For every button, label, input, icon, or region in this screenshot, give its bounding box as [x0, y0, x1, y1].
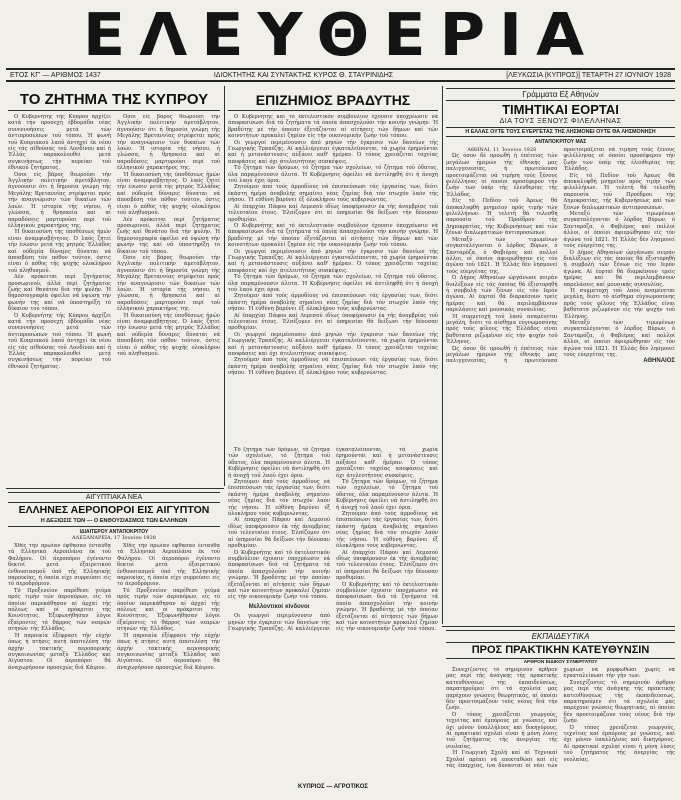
paragraph: Αί έπαρχίαι Πάφου καί Λεμεσού ιδίως ύποφέρουσιν έκ τής άνομβρίας τοϋ τελευταίου έτους. Έλπίζομεν ότι αί ύπηρεσίαι θά δείξωσι τήν δέουσαν προθυμίαν.	[228, 517, 330, 550]
column-rule	[224, 86, 225, 486]
paragraph: Ή δικαιοσύνη τής ύποθέσεως ήμών είναι άναμφισβήτητος. Ό λαός ζητεί τήν ένωσιν μετά τής μητρός Έλλάδος καί ούδεμία δύναμις δύναται νά άποσβέση τόν πόθον τοϋτον, όστις είναι ό πόθος τής ψυχής ολοκλήρου τοϋ πληθυσμοϋ.	[117, 171, 220, 217]
date-place: [ΛΕΥΚΩΣΙΑ (ΚΥΠΡΟΣ)] ΤΕΤΑΡΤΗ 27 ΙΟΥΝΙΟΥ 1928	[506, 71, 671, 79]
section-kicker: Γράμματα Εξ Αθηνών	[446, 88, 675, 101]
paragraph: Ό Κυβερνήτης καί τό έκτελεστικόν συμβούλιον έχουσιν ύποχρέωσιν νά άποφασίσωσι διά τά ζητήματα τά όποία άπασχολοϋσι τήν κοινήν γνώμην. Ή βραδύτης μέ τήν όποίαν έξετάζονται αί αίτήσεις τών δήμων καί τών κοινοτήτων προκαλεί ζημίαν είς τήν οικονομικήν ζωήν τοϋ τόπου.	[228, 222, 438, 249]
paragraph: Τό Προξενείον παρέθεσε γεύμα πρός τιμήν τών άεροπόρων, είς τό όποίον παρεκάθησαν αί άρχαί τής πόλεως καί οί πρόκριτοι τής Κοινότητος. Έξεφωνήθησαν λόγοι έξαίροντες τό θάρρος τών νεαρών πτηνών τής Ελλάδος.	[117, 587, 220, 633]
dateline: ΑΘΗΝΑΙ, 11 Ίουνίου 1928	[467, 147, 537, 153]
paragraph: Μεταξύ τών τιμωμένων συγκαταλέγονται ό λόρδος Βύρων, ό Σανταρόζα, ό Φαβιέρος καί πολλοί άλλοι, οί όποίοι άφιερώθησαν είς τόν άγώνα τοϋ 1821. Ή Έλλάς δέν λησμονεί τούς εύεργέτας της.	[563, 319, 675, 358]
paragraph: Ή συμμετοχή τοϋ λαοϋ αναμένεται μεγάλη, διότι τό αίσθημα εύγνωμοσύνης πρός τούς φίλους τής Έλλάδος είναι βαθύτατα ριζωμένον είς τήν ψυχήν τοϋ Έλληνος.	[446, 313, 558, 346]
column-rule	[442, 86, 443, 624]
paragraph: Όσοι είς βάρος θεωροϋσι τήν Άγγλικήν πολιτικήν άμετάβλητον, άγνοοϋσιν ότι ή δημοσία γνώμη τής Μεγάλης Βρεταννίας στρέφεται πρός τήν αναγνώρισιν τών δικαίων τών λαών. Ή ιστορία τής νήσου, ή γλώσσα, ή θρησκεία καί αί παραδόσεις μαρτυροϋσι περί τοϋ έλληνικοϋ χαρακτήρος της.	[8, 171, 111, 229]
paragraph: Ή δικαιοσύνη τής ύποθέσεως ήμών είναι άναμφισβήτητος. Ό λαός ζητεί τήν ένωσιν μετά τής μητρός Έλλάδος καί ούδεμία δύναμις δύναται νά άποσβέση τόν πόθον τοϋτον, όστις είναι ό πόθος τής ψυχής ολοκλήρου τοϋ πληθυσμοϋ.	[8, 229, 111, 274]
paragraph: Αί έπαρχίαι Πάφου καί Λεμεσού ιδίως ύποφέρουσιν έκ τής άνομβρίας τοϋ τελευταίου έτους. Έλπίζομεν ότι αί ύπηρεσίαι θά δείξωσι τήν δέουσαν προθυμίαν.	[228, 203, 438, 223]
paragraph: Ζητοϋμεν άπό τούς άρμοδίους νά έπισπεύσωσι τάς έργασίας των, διότι έκάστη ήμέρα άναβολής σημαίνει νέας ζημίας διά τόν πτωχόν λαόν τής νήσου. Ή εύθύνη βαρύνει έξ όλοκλήρου τούς κυβερνώντας.	[228, 184, 438, 204]
correspondent-line: ΙΔΙΑΙΤΕΡΟΥ ΑΝΤΑΠΟΚΡΙΤΟΥ	[79, 529, 149, 535]
paragraph: Οι γεωργοί περιμένουσιν άπό μηνών τήν έγκρισιν τών δανείων τής Γεωργικής Τραπέζης. Αί καλλιέργειαι έγκαταλείπονται, τά χωρία έρημοϋνται καί ή μετανάστευσις αύξάνει καθ' ήμέραν. Ό τόπος χρειάζεται ταχείας αποφάσεις καί όχι άτελευτήτους συσκέψεις.	[228, 331, 438, 358]
article-body	[446, 147, 675, 617]
paragraph: Μεταξύ τών τιμωμένων συγκαταλέγονται ό λόρδος Βύρων, ό Σανταρόζα, ό Φαβιέρος καί πολλοί άλλοι, οί όποίοι άφιερώθησαν είς τόν άγώνα τοϋ 1821. Ή Έλλάς δέν λησμονεί τούς εύεργέτας της.	[446, 236, 558, 275]
paragraph: Ώς όσον δέ προωθή ή έπέτειος τών μεγάλων ήμερών τής έθνικής μας παλιγγενεσίας, ή πρωτεύουσα προετοιμάζεται νά τιμήση τούς ξένους φιλέλληνας οί όποίοι προσέφερον τήν ζωήν των ύπέρ τής έλευθερίας τής Έλλάδος.	[446, 147, 675, 365]
issue-number: ΕΤΟΣ ΚΓ' — ΑΡΙΘΜΟΣ 1437	[10, 71, 101, 79]
section-rule	[6, 488, 224, 489]
article-cyprus-question	[8, 90, 220, 486]
paragraph: Χθές τήν πρωίαν έφθασαν ένταϋθα τά Ελληνικά Αεροπλάνα έκ τοϋ Φαλήρου. Οί άεροπόροι έγένοντο δεκτοί μετά έξαιρετικού ένθουσιασμοϋ ύπό τής Ελληνικής παροικίας, ή όποία είχε συρρεύσει είς τό άεροδρόμιον.	[8, 543, 111, 588]
paragraph: Ό Κυβερνήτης τής Κύπρου άρχίζει κατά τήν προσεχή έβδομάδα νέας συνεννοήσεις μετά τών άντιπροσώπων τοϋ τόπου. Ή φωνή τοϋ Κυπριακού λαοϋ άντηχεί έκ νέου είς τάς αίθούσας τοϋ Λονδίνου καί ή Έλλάς παρακολουθεί μετά συγκινήσεως τήν πορείαν τοϋ έθνικοϋ ζητήματος.	[8, 312, 111, 370]
article-subhead: ΔΙΑ ΤΟΥΣ ΞΕΝΟΥΣ ΦΙΛΕΛΛΗΝΑΣ	[499, 118, 622, 125]
paragraph: Ή συμμετοχή τοϋ λαοϋ αναμένεται μεγάλη, διότι τό αίσθημα εύγνωμοσύνης πρός τούς φίλους τής Έλλάδος είναι βαθύτατα ριζωμένον είς τήν ψυχήν τοϋ Έλληνος.	[563, 287, 675, 320]
paragraph: Ή Γεωργική Σχολή καί αί Τεχνικαί Σχολαί πρέπει νά επεκταθώσι καί είς τάς έπαρχίας, ίνα δύνανται οί νέοι τών χωρίων νά μορφωθώσι χωρίς νά έγκαταλείπωσι τήν γήν των.	[446, 667, 675, 770]
paragraph: Μεταξύ τών τιμωμένων συγκαταλέγονται ό λόρδος Βύρων, ό Σανταρόζα, ό Φαβιέρος καί πολλοί άλλοι, οί όποίοι άφιερώθησαν είς τόν άγώνα τοϋ 1821. Ή Έλλάς δέν λησμονεί τούς εύεργέτας της.	[563, 211, 675, 250]
article-headline: ΤΙΜΗΤΙΚΑΙ ΕΟΡΤΑΙ	[502, 102, 619, 117]
paragraph: Είς τό Πεδίον τοϋ Άρεως θά άποκαλυφθή μνημείον πρός τιμήν τών φιλελλήνων. Ή τελετή θά τελεσθή παρουσία τοϋ Προέδρου τής Δημοκρατίας, τής Κυβερνήσεως καί τών ξένων διπλωματικών άντιπροσώπων.	[563, 172, 675, 211]
paragraph: Είς τό Πεδίον τοϋ Άρεως θά άποκαλυφθή μνημείον πρός τιμήν τών φιλελλήνων. Ή τελετή θά τελεσθή παρουσία τοϋ Προέδρου τής Δημοκρατίας, τής Κυβερνήσεως καί τών ξένων διπλωματικών άντιπροσώπων.	[446, 198, 558, 237]
article-egypt-aviators	[8, 492, 220, 792]
article-headline: ΤΟ ΖΗΤΗΜΑ ΤΗΣ ΚΥΠΡΟΥ	[8, 90, 220, 111]
subsection-title: Μελλοντικοί κίνδυνοι	[248, 603, 310, 610]
byline: ΑΡΘΡΟΝ ΕΙΔΙΚΟΥ ΣΥΝΕΡΓΑΤΟΥ	[523, 660, 598, 665]
paragraph: Ζητοϋμεν άπό τούς άρμοδίους νά έπισπεύσωσι τάς έργασίας των, διότι έκάστη ήμέρα άναβολής σημαίνει νέας ζημίας διά τόν πτωχόν λαόν τής νήσου. Ή εύθύνη βαρύνει έξ όλοκλήρου τούς κυβερνώντας.	[228, 357, 438, 377]
paragraph: Ή δικαιοσύνη τής ύποθέσεως ήμών είναι άναμφισβήτητος. Ό λαός ζητεί τήν ένωσιν μετά τής μητρός Έλλάδος καί ούδεμία δύναμις δύναται νά άποσβέση τόν πόθον τοϋτον, όστις είναι ό πόθος τής ψυχής ολοκλήρου τοϋ πληθυσμοϋ.	[117, 312, 220, 358]
section-kicker: ΑΙΓΥΠΤΙΑΚΑ ΝΕΑ	[8, 492, 220, 503]
article-headline: ΕΠΙΖΗΜΙΟΣ ΒΡΑΔΥΤΗΣ	[228, 90, 438, 111]
paragraph: Δέν πρόκειται περί ζητήματος προσωρινοϋ, άλλά περί ζητήματος ζωής καί θανάτου διά τήν φυλήν. Ή δημοσιογραφία όφείλει νά ύψώση τήν φωνήν της καί νά ύποστηρίξη τό δίκαιον τοϋ τόπου.	[117, 216, 220, 255]
section-rule	[442, 626, 675, 627]
paragraph: Τό ζήτημα τών δρόμων, τό ζήτημα τών σχολείων, τό ζήτημα τοϋ ύδατος, όλα παραμένουσιν άλυτα. Ή Κυβέρνησις όφείλει νά άντιληφθή ότι ή άνοχή τοϋ λαοϋ έχει όρια.	[228, 165, 438, 185]
paragraph: Ώς όσον δέ προωθή ή έπέτειος τών μεγάλων ήμερών τής έθνικής μας παλιγγενεσίας, ή πρωτεύουσα προετοιμάζεται νά τιμήση τούς ξένους φιλέλληνας οί όποίοι προσέφερον τήν ζωήν των ύπέρ τής έλευθερίας τής Έλλάδος.	[446, 153, 558, 198]
paragraph: Ό Κυβερνήτης καί τό έκτελεστικόν συμβούλιον έχουσιν ύποχρέωσιν νά άποφασίσωσι διά τά ζητήματα τά όποία άπασχολοϋσι τήν κοινήν γνώμην. Ή βραδύτης μέ τήν όποίαν έξετάζονται αί αίτήσεις τών δήμων καί τών κοινοτήτων προκαλεί ζημίαν είς τήν οικονομικήν ζωήν τοϋ τόπου.	[336, 581, 438, 633]
paragraph: Χθές τήν πρωίαν έφθασαν ένταϋθα τά Ελληνικά Αεροπλάνα έκ τοϋ Φαλήρου. Οί άεροπόροι έγένοντο δεκτοί μετά έξαιρετικού ένθουσιασμοϋ ύπό τής Ελληνικής παροικίας, ή όποία είχε συρρεύσει είς τό άεροδρόμιον.	[117, 543, 220, 588]
paragraph: Αί έπαρχίαι Πάφου καί Λεμεσού ιδίως ύποφέρουσιν έκ τής άνομβρίας τοϋ τελευταίου έτους. Έλπίζομεν ότι αί ύπηρεσίαι θά δείξωσι τήν δέουσαν προθυμίαν.	[336, 549, 438, 582]
article-body	[8, 543, 220, 783]
paragraph: Ή παροικία έξέφρασε τήν εύχήν όπως ή πτήσις αυτή άποτελέση τήν άρχήν τακτικής αεροπορικής συγκοινωνίας μεταξύ Έλλάδος καί Αίγύπτου. Οί άεροπόροι θά άναχωρήσουν προσεχώς διά Κάιρον.	[8, 632, 111, 671]
article-honorary-celebrations	[446, 88, 675, 624]
article-harmful-delay	[228, 90, 438, 792]
article-education	[446, 630, 675, 792]
paragraph: Δέν πρόκειται περί ζητήματος προσωρινοϋ, άλλά περί ζητήματος ζωής καί θανάτου διά τήν φυλήν. Ή δημοσιογραφία όφείλει νά ύψώση τήν φωνήν της καί νά ύποστηρίξη τό δίκαιον τοϋ τόπου.	[8, 274, 111, 313]
paragraph: Οι γεωργοί περιμένουσιν άπό μηνών τήν έγκρισιν τών δανείων τής Γεωργικής Τραπέζης. Αί καλλιέργειαι έγκαταλείπονται, τά χωρία έρημοϋνται καί ή μετανάστευσις αύξάνει καθ' ήμέραν. Ό τόπος χρειάζεται ταχείας αποφάσεις καί όχι άτελευτήτους συσκέψεις.	[228, 139, 438, 165]
article-deck: Η ΔΕΞΙΩΣΙΣ ΤΩΝ — Ο ΕΝΘΟΥΣΙΑΣΜΟΣ ΤΩΝ ΕΛΛΗΝΩΝ	[8, 518, 220, 527]
paragraph: Τό ζήτημα τών δρόμων, τό ζήτημα τών σχολείων, τό ζήτημα τοϋ ύδατος, όλα παραμένουσιν άλυτα. Ή Κυβέρνησις όφείλει νά άντιληφθή ότι ή άνοχή τοϋ λαοϋ έχει όρια.	[228, 274, 438, 293]
correspondent-line: ΑΝΤΑΠΟΚΡΙΤΟΥ ΜΑΣ	[534, 139, 587, 145]
paragraph: Ό Κυβερνήτης καί τό έκτελεστικόν συμβούλιον έχουσιν ύποχρέωσιν νά άποφασίσωσι διά τά ζητήματα τά όποία άπασχολοϋσι τήν κοινήν γνώμην. Ή βραδύτης μέ τήν όποίαν έξετάζονται αί αίτήσεις τών δήμων καί τών κοινοτήτων προκαλεί ζημίαν είς τήν οικονομικήν ζωήν τοϋ τόπου.	[228, 549, 330, 601]
paragraph: Ό Δήμος Αθηναίων ώργάνωσε σειράν διαλέξεων είς τάς όποίας θά έξιστορηθή ή συμβολή τών ξένων είς τόν Ιερόν άγώνα. Αί έορταί θά διαρκέσουν τρείς ήμέρας καί θά περιλαμβάνουν παρελάσεις καί μουσικάς συναυλίας.	[563, 249, 675, 288]
article-headline: ΕΛΛΗΝΕΣ ΑΕΡΟΠΟΡΟΙ ΕΙΣ ΑΙΓΥΠΤΟΝ	[18, 504, 210, 516]
dateline: ΑΛΕΞΑΝΔΡΕΙΑ, 17 Ίουνίου 1928	[72, 535, 156, 541]
paragraph: Όσοι είς βάρος θεωροϋσι τήν Άγγλικήν πολιτικήν άμετάβλητον, άγνοοϋσιν ότι ή δημοσία γνώμη τής Μεγάλης Βρεταννίας στρέφεται πρός τήν αναγνώρισιν τών δικαίων τών λαών. Ή ιστορία τής νήσου, ή γλώσσα, ή θρησκεία καί αί παραδόσεις μαρτυροϋσι περί τοϋ έλληνικοϋ χαρακτήρος της.	[117, 254, 220, 313]
paragraph: Ή παροικία έξέφρασε τήν εύχήν όπως ή πτήσις αυτή άποτελέση τήν άρχήν τακτικής αεροπορικής συγκοινωνίας μεταξύ Έλλάδος καί Αίγύπτου. Οί άεροπόροι θά άναχωρήσουν προσεχώς διά Κάιρον.	[117, 632, 220, 671]
article-body-lead	[228, 114, 438, 444]
paragraph: Συνεχίζοντες τό σημερινόν άρθρον μας περί τής άνάγκης τής πρακτικής κατευθύνσεως τής έκπαιδεύσεως, παρατηροϋμεν ότι τά σχολεία μας παρέχουν γνώσεις θεωρητικάς, αί όποίαι δέν προετοιμάζουν τούς νέους διά τήν ζωήν.	[446, 667, 558, 712]
article-body-continued	[228, 447, 438, 782]
newspaper-page	[6, 0, 675, 796]
paragraph: Συνεχίζοντες τό σημερινόν άρθρον μας περί τής άνάγκης τής πρακτικής κατευθύνσεως τής έκπαιδεύσεως, παρατηροϋμεν ότι τά σχολεία μας παρέχουν γνώσεις θεωρητικάς, αί όποίαι δέν προετοιμάζουν τούς νέους διά τήν ζωήν.	[563, 679, 675, 725]
paragraph: Ό Κυβερνήτης τής Κύπρου άρχίζει κατά τήν προσεχή έβδομάδα νέας συνεννοήσεις μετά τών άντιπροσώπων τοϋ τόπου. Ή φωνή τοϋ Κυπριακού λαοϋ άντηχεί έκ νέου είς τάς αίθούσας τοϋ Λονδίνου καί ή Έλλάς παρακολουθεί μετά συγκινήσεως τήν πορείαν τοϋ έθνικοϋ ζητήματος.	[8, 114, 111, 172]
article-signature: ΚΥΠΡΙΟΣ — ΑΓΡΟΤΙΚΟΣ	[298, 784, 368, 790]
paragraph: Όσοι είς βάρος θεωροϋσι τήν Άγγλικήν πολιτικήν άμετάβλητον, άγνοοϋσιν ότι ή δημοσία γνώμη τής Μεγάλης Βρεταννίας στρέφεται πρός τήν αναγνώρισιν τών δικαίων τών λαών. Ή ιστορία τής νήσου, ή γλώσσα, ή θρησκεία καί αί παραδόσεις μαρτυροϋσι περί τοϋ έλληνικοϋ χαρακτήρος της.	[117, 114, 220, 172]
article-headline: ΠΡΟΣ ΠΡΑΚΤΙΚΗΝ ΚΑΤΕΥΘΥΝΣΙΝ	[446, 643, 675, 659]
paragraph: Ό τόπος χρειάζεται γεωργούς, τεχνίτας καί έμπόρους μέ γνώσεις, καί όχι μόνον ύπαλλήλους καί δικηγόρους. Αί πρακτικαί σχολαί είναι ή μόνη λύσις τοϋ ζητήματος τής άνεργίας τής νεολαίας.	[563, 724, 675, 763]
paragraph: Ό Κυβερνήτης καί τό έκτελεστικόν συμβούλιον έχουσιν ύποχρέωσιν νά άποφασίσωσι διά τά ζητήματα τά όποία άπασχολοϋσι τήν κοινήν γνώμην. Ή βραδύτης μέ τήν όποίαν έξετάζονται αί αίτήσεις τών δήμων καί τών κοινοτήτων προκαλεί ζημίαν είς τήν οικονομικήν ζωήν τοϋ τόπου.	[228, 114, 438, 140]
paragraph: Ζητοϋμεν άπό τούς άρμοδίους νά έπισπεύσωσι τάς έργασίας των, διότι έκάστη ήμέρα άναβολής σημαίνει νέας ζημίας διά τόν πτωχόν λαόν τής νήσου. Ή εύθύνη βαρύνει έξ όλοκλήρου τούς κυβερνώντας.	[228, 293, 438, 313]
article-body	[446, 667, 675, 792]
paragraph: Οι γεωργοί περιμένουσιν άπό μηνών τήν έγκρισιν τών δανείων τής Γεωργικής Τραπέζης. Αί καλλιέργειαι έγκαταλείπονται, τά χωρία έρημοϋνται καί ή μετανάστευσις αύξάνει καθ' ήμέραν. Ό τόπος χρειάζεται ταχείας αποφάσεις καί όχι άτελευτήτους συσκέψεις.	[228, 248, 438, 274]
article-signature: ΑΘΗΝΑΙΟΣ	[643, 358, 675, 365]
paragraph: Τό ζήτημα τών δρόμων, τό ζήτημα τών σχολείων, τό ζήτημα τοϋ ύδατος, όλα παραμένουσιν άλυτα. Ή Κυβέρνησις όφείλει νά άντιληφθή ότι ή άνοχή τοϋ λαοϋ έχει όρια.	[228, 447, 330, 479]
owner-line: ΙΔΙΟΚΤΗΤΗΣ ΚΑΙ ΣΥΝΤΑΚΤΗΣ ΚΥΡΟΣ Θ. ΣΤΑΥΡΙΝΙΔΗΣ	[213, 71, 394, 79]
paragraph: Αί έπαρχίαι Πάφου καί Λεμεσού ιδίως ύποφέρουσιν έκ τής άνομβρίας τοϋ τελευταίου έτους. Έλπίζομεν ότι αί ύπηρεσίαι θά δείξωσι τήν δέουσαν προθυμίαν.	[228, 312, 438, 332]
paragraph: Οι γεωργοί περιμένουσιν άπό μηνών τήν έγκρισιν τών δανείων τής Γεωργικής Τραπέζης. Αί καλλιέργειαι έγκαταλείπονται, τά χωρία έρημοϋνται καί ή μετανάστευσις αύξάνει καθ' ήμέραν. Ό τόπος χρειάζεται ταχείας αποφάσεις καί όχι άτελευτήτους συσκέψεις.	[228, 447, 438, 632]
section-kicker: ΕΚΠΑΙΔΕΥΤΙΚΑ	[446, 630, 675, 643]
paragraph: Ζητοϋμεν άπό τούς άρμοδίους νά έπισπεύσωσι τάς έργασίας των, διότι έκάστη ήμέρα άναβολής σημαίνει νέας ζημίας διά τόν πτωχόν λαόν τής νήσου. Ή εύθύνη βαρύνει έξ όλοκλήρου τούς κυβερνώντας.	[336, 511, 438, 550]
masthead-title: ΕΛΕΥΘΕΡΙΑ	[82, 0, 599, 70]
paragraph: Ό τόπος χρειάζεται γεωργούς, τεχνίτας καί έμπόρους μέ γνώσεις, καί όχι μόνον ύπαλλήλους καί δικηγόρους. Αί πρακτικαί σχολαί είναι ή μόνη λύσις τοϋ ζητήματος τής άνεργίας τής νεολαίας.	[446, 711, 558, 750]
masthead-infobar	[6, 68, 675, 82]
paragraph: Ζητοϋμεν άπό τούς άρμοδίους νά έπισπεύσωσι τάς έργασίας των, διότι έκάστη ήμέρα άναβολής σημαίνει νέας ζημίας διά τόν πτωχόν λαόν τής νήσου. Ή εύθύνη βαρύνει έξ όλοκλήρου τούς κυβερνώντας.	[228, 479, 330, 518]
paragraph: Ό Δήμος Αθηναίων ώργάνωσε σειράν διαλέξεων είς τάς όποίας θά έξιστορηθή ή συμβολή τών ξένων είς τόν Ιερόν άγώνα. Αί έορταί θά διαρκέσουν τρείς ήμέρας καί θά περιλαμβάνουν παρελάσεις καί μουσικάς συναυλίας.	[446, 275, 558, 314]
paragraph: Τό Προξενείον παρέθεσε γεύμα πρός τιμήν τών άεροπόρων, είς τό όποίον παρεκάθησαν αί άρχαί τής πόλεως καί οί πρόκριτοι τής Κοινότητος. Έξεφωνήθησαν λόγοι έξαίροντες τό θάρρος τών νεαρών πτηνών τής Ελλάδος.	[8, 587, 111, 633]
paragraph: Τό ζήτημα τών δρόμων, τό ζήτημα τών σχολείων, τό ζήτημα τοϋ ύδατος, όλα παραμένουσιν άλυτα. Ή Κυβέρνησις όφείλει νά άντιληφθή ότι ή άνοχή τοϋ λαοϋ έχει όρια.	[336, 479, 438, 511]
article-body	[8, 114, 220, 482]
article-deck: Η ΕΛΛΑΣ ΟΥΤΕ ΤΟΥΣ ΕΥΕΡΓΕΤΑΣ ΤΗΣ ΛΗΣΜΟΝΕΙ ΟΥΤΕ ΘΑ ΛΗΣΜΟΝΗΣΗ	[446, 127, 675, 137]
